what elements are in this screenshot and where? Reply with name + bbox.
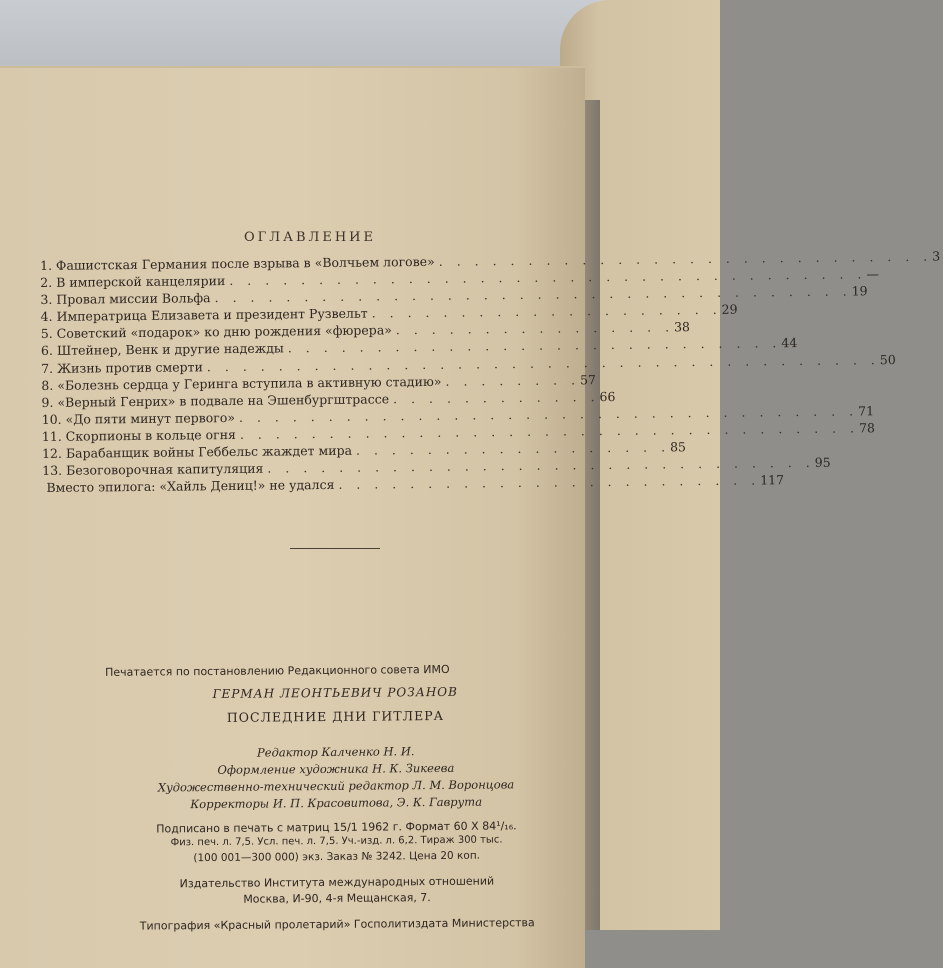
toc-entry-number: 10. xyxy=(42,412,66,427)
imprint-publisher-address: Москва, И-90, 4-я Мещанская, 7. xyxy=(97,890,577,910)
toc-dot-leader: . . . . . . . . xyxy=(441,372,580,388)
imprint-order: (100 001—300 000) экз. Заказ № 3242. Цена 20 коп. xyxy=(97,849,577,868)
toc-dot-leader: . . . . . . . . . . . . xyxy=(389,389,600,406)
toc-entry-page: 57 xyxy=(580,372,596,387)
toc-entry-number: 8. xyxy=(41,377,57,392)
toc-dot-leader: . . . . . . . . . . . . . . . . xyxy=(392,320,674,338)
toc-dot-leader: . . . . . . . . . . . . . . . . . . xyxy=(352,439,670,457)
toc-entry-page: 50 xyxy=(880,352,896,367)
toc-entry-title: «Верный Генрих» в подвале на Эшенбургштрассе xyxy=(57,391,389,409)
toc-entry-page: 85 xyxy=(670,439,686,454)
toc-title: ОГЛАВЛЕНИЕ xyxy=(0,230,620,245)
toc-entry-number: 6. xyxy=(41,343,57,358)
toc-entry-page: 66 xyxy=(599,389,615,404)
toc-dot-leader: . . . . . . . . . . . . . . . . . . . . . . . . . . . . . . . . . . . xyxy=(236,420,859,442)
imprint-block xyxy=(95,662,577,937)
imprint-editor: Редактор Калченко Н. И. xyxy=(96,743,576,764)
book-title: ПОСЛЕДНИЕ ДНИ ГИТЛЕРА xyxy=(95,703,575,735)
toc-entry-page: — xyxy=(866,266,879,281)
toc-entry-title: Скорпионы в кольце огня xyxy=(66,427,236,444)
toc-entry-page: 78 xyxy=(859,420,875,435)
imprint-publisher: Издательство Института международных отношений xyxy=(97,874,577,894)
section-divider xyxy=(290,548,380,549)
imprint-printer: Типография «Красный пролетарий» Госполитиздата Министерства xyxy=(97,916,577,937)
toc-entry-title: Жизнь против смерти xyxy=(57,359,203,376)
toc-dot-leader: . . . . . . . . . . . . . . . . . . . . . . . . . . . . xyxy=(284,336,782,356)
toc-entry-page: 95 xyxy=(815,455,831,470)
toc-entry-title: «Болезнь сердца у Геринга вступила в активную стадию» xyxy=(57,373,441,392)
toc-entry-title: Барабанщик войны Геббельс жаждет мира xyxy=(66,443,352,461)
toc-entry-title: Провал миссии Вольфа xyxy=(56,290,210,307)
toc-entry-title: Императрица Елизавета и президент Рузвельт xyxy=(56,306,367,324)
author-name: ГЕРМАН ЛЕОНТЬЕВИЧ РОЗАНОВ xyxy=(95,679,575,707)
toc-entry-page: 117 xyxy=(760,472,784,487)
toc-dot-leader: . . . . . . . . . . . . . . . . . . . . . . . . . . . . . . . . . . . . . . xyxy=(203,352,880,374)
toc-entry-title: «До пяти минут первого» xyxy=(66,410,236,427)
toc-entry-number: 4. xyxy=(41,309,57,324)
table-of-contents xyxy=(40,252,572,497)
toc-entry-number: 9. xyxy=(41,395,57,410)
toc-entry-number: 5. xyxy=(41,326,57,341)
toc-entry-title: В имперской канцелярии xyxy=(56,273,225,290)
toc-entry-title: Фашистская Германия после взрыва в «Волчьем логове» xyxy=(56,254,435,273)
toc-entry-number: 7. xyxy=(41,360,57,375)
toc-entry-number: 12. xyxy=(42,446,66,461)
imprint-tech-editor: Художественно-технический редактор Л. М. Воронцова xyxy=(96,777,576,798)
toc-dot-leader: . . . . . . . . . . . . . . . . . . . . . . . . . . . . . . . . . . . . xyxy=(225,266,866,288)
toc-dot-leader: . . . . . . . . . . . . . . . . . . . . . . . . xyxy=(334,473,760,492)
imprint-design: Оформление художника Н. К. Зикеева xyxy=(96,760,576,781)
toc-entry-number: 1. xyxy=(40,258,56,273)
imprint-print-date: Подписано в печать с матриц 15/1 1962 г. Формат 60 Х 84¹/₁₆. xyxy=(96,819,576,838)
toc-entry-title: Советский «подарок» ко дню рождения «фюрера» xyxy=(57,323,392,342)
toc-entry-number: 13. xyxy=(42,463,66,478)
toc-dot-leader: . . . . . . . . . . . . . . . . . . . . xyxy=(368,302,722,321)
toc-entry-title: Вместо эпилога: «Хайль Дениц!» не удался xyxy=(46,477,334,495)
toc-dot-leader: . . . . . . . . . . . . . . . . . . . . . . . . . . . . . . . . . . . xyxy=(235,403,858,425)
toc-entry-title: Штейнер, Венк и другие надежды xyxy=(57,341,284,358)
toc-dot-leader: . . . . . . . . . . . . . . . . . . . . . . . . . . . . xyxy=(435,249,933,269)
imprint-sheets: Физ. печ. л. 7,5. Усл. печ. л. 7,5. Уч.-изд. л. 6,2. Тираж 300 тыс. xyxy=(97,834,577,853)
toc-entry-number: 11. xyxy=(42,429,66,444)
toc-dot-leader: . . . . . . . . . . . . . . . . . . . . . . . . . . . . . . . xyxy=(263,455,815,476)
toc-entry-page: 3 xyxy=(932,249,940,264)
toc-entry-page: 19 xyxy=(852,284,868,299)
toc-entry-page: 38 xyxy=(674,320,690,335)
toc-entry-title: Безоговорочная капитуляция xyxy=(66,461,263,478)
imprint-approval-note: Печатается по постановлению Редакционного совета ИМО xyxy=(95,662,575,683)
toc-entry-number: 3. xyxy=(40,292,56,307)
toc-entry-page: 29 xyxy=(722,302,738,317)
toc-entry-page: 44 xyxy=(781,336,797,351)
toc-dot-leader: . . . . . . . . . . . . . . . . . . . . . . . . . . . . . . . . . . . . xyxy=(211,284,852,306)
toc-entry-number: 2. xyxy=(40,275,56,290)
toc-entry-page: 71 xyxy=(858,403,874,418)
imprint-proofreaders: Корректоры И. П. Красовитова, Э. К. Гаврута xyxy=(96,794,576,815)
